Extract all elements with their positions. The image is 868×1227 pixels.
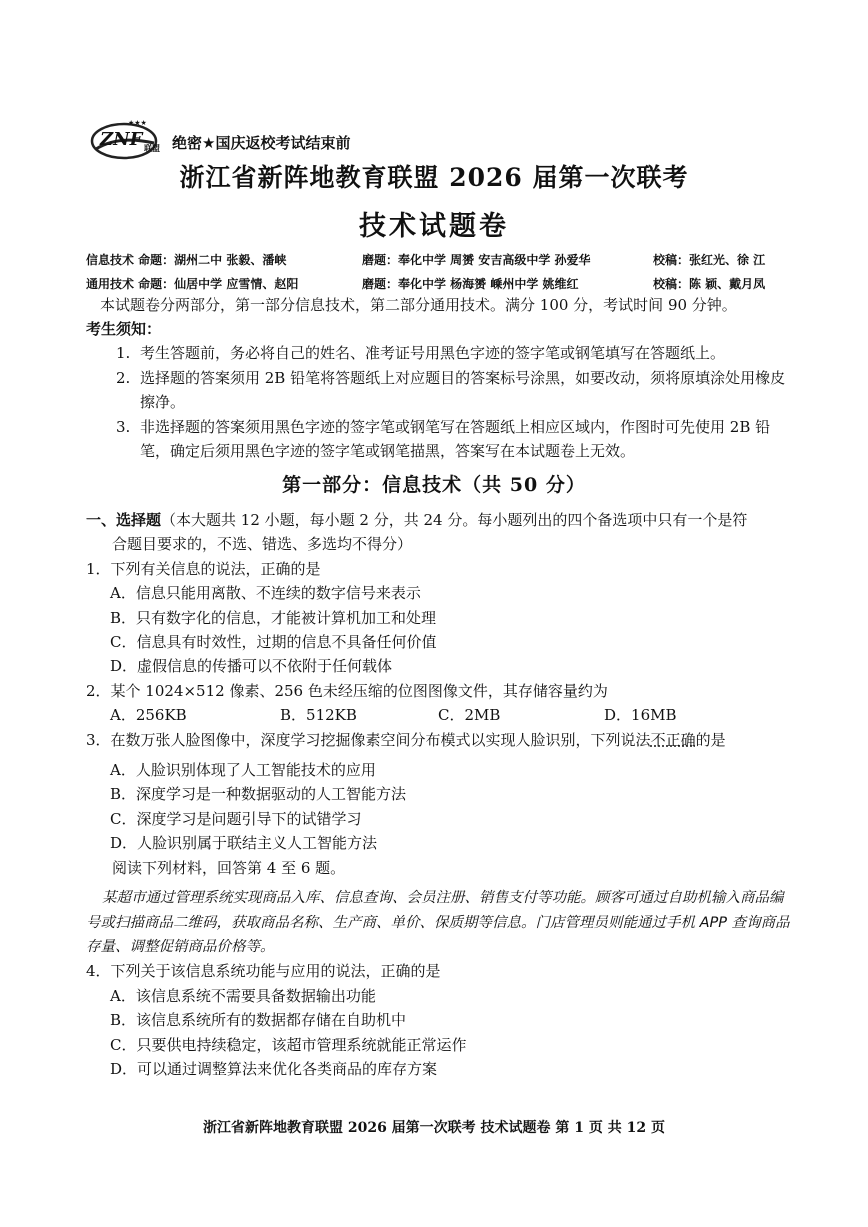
part-heading [86, 508, 798, 532]
svg-text:联盟: 联盟 [144, 144, 160, 153]
part-heading-text: （本大题共 12 小题，每小题 2 分，共 24 分。每小题列出的四个备选项中只有一个是符 [161, 511, 748, 529]
section-title: 第一部分：信息技术（共 50 分） [282, 474, 586, 496]
emphasis-text: 不正确 [650, 730, 696, 749]
author-credits [86, 248, 765, 296]
exam-intro: 本试题卷分两部分，第一部分信息技术，第二部分通用技术。满分 100 分，考试时间 90 分钟。 [100, 296, 737, 314]
question-stem: 1．下列有关信息的说法，正确的是 [86, 559, 321, 578]
part-heading-line2: 合题目要求的，不选、错选、多选均不得分） [112, 535, 413, 554]
question-option: B．512KB [280, 706, 357, 725]
credits-row-info-tech [86, 248, 765, 272]
confidential-note: 绝密★国庆返校考试结束前 [172, 133, 351, 152]
question-option: A．256KB [110, 706, 187, 725]
question-option: C．信息具有时效性，过期的信息不具备任何价值 [110, 633, 437, 652]
reading-prompt: 阅读下列材料，回答第 4 至 6 题。 [112, 858, 346, 877]
question-option: C．深度学习是问题引导下的试错学习 [110, 809, 362, 828]
notice-title: 考生须知： [86, 320, 162, 338]
notice-item: 3. 非选择题的答案须用黑色字迹的签字笔或钢笔写在答题纸上相应区域内，作图时可先使用 2B 铅笔，确定后须用黑色字迹的签字笔或钢笔描黑，答案写在本试题卷上无效。 [116, 417, 771, 460]
credits-authors: 信息技术 命题：湖州二中 张毅、潘峡 [86, 253, 287, 267]
credits-reviewers: 磨题：奉化中学 周赟 安吉高级中学 孙爱华 [362, 253, 591, 267]
question-option: D．可以通过调整算法来优化各类商品的库存方案 [110, 1059, 438, 1078]
reading-material: 某超市通过管理系统实现商品入库、信息查询、会员注册、销售支付等功能。顾客可通过自助机输入商品编号或扫描商品二维码，获取商品名称、生产商、单价、保质期等信息。门店管理员则能通过手机 APP 查询商品存量、调整促销商品价格等。 [86, 890, 790, 955]
svg-text:ZNF: ZNF [100, 129, 143, 150]
credits-proofreaders: 校稿：张红光、徐 江 [653, 253, 766, 267]
question-option: B．只有数字化的信息，才能被计算机加工和处理 [110, 608, 437, 627]
notice-list [116, 341, 796, 464]
question-option: D．人脸识别属于联结主义人工智能方法 [110, 834, 378, 853]
znf-logo-icon [88, 115, 168, 161]
question-option: C．只要供电持续稳定，该超市管理系统就能正常运作 [110, 1035, 467, 1054]
question-stem: 4．下列关于该信息系统功能与应用的说法，正确的是 [86, 962, 441, 981]
question-stem: 2．某个 1024×512 像素、256 色未经压缩的位图图像文件，其存储容量约为 [86, 681, 608, 700]
questions-area [86, 508, 798, 1081]
page-footer: 浙江省新阵地教育联盟 2026 届第一次联考 技术试题卷 第 1 页 共 12 页 [202, 1120, 666, 1136]
question-option: A．信息只能用离散、不连续的数字信号来表示 [110, 584, 421, 603]
question-option: B．该信息系统所有的数据都存储在自助机中 [110, 1011, 407, 1030]
question-stem: 3．在数万张人脸图像中，深度学习挖掘像素空间分布模式以实现人脸识别，下列说法不正确的是 [86, 730, 726, 749]
notice-item: 1. 考生答题前，务必将自己的姓名、准考证号用黑色字迹的签字笔或钢笔填写在答题纸上。 [116, 344, 726, 362]
credits-authors: 通用技术 命题：仙居中学 应雪情、赵阳 [86, 277, 299, 291]
credits-proofreaders: 校稿：陈 颖、戴月凤 [653, 277, 766, 291]
question-option: C．2MB [438, 706, 501, 725]
question-options-row [86, 703, 798, 727]
part-heading-label: 一、选择题 [86, 511, 162, 529]
header-logo-row [88, 112, 350, 164]
question-option: B．深度学习是一种数据驱动的人工智能方法 [110, 785, 407, 804]
credits-reviewers: 磨题：奉化中学 杨海赟 嵊州中学 姚维红 [362, 277, 579, 291]
question-option: D．16MB [604, 706, 677, 725]
exam-subtitle: 技术试题卷 [359, 211, 509, 242]
question-option: A．人脸识别体现了人工智能技术的应用 [110, 761, 376, 780]
svg-text:★★★: ★★★ [128, 119, 147, 127]
notice-item: 2. 选择题的答案须用 2B 铅笔将答题纸上对应题目的答案标号涂黑，如要改动，须将原填涂处用橡皮擦净。 [116, 368, 786, 411]
question-option: A．该信息系统不需要具备数据输出功能 [110, 986, 376, 1005]
exam-title: 浙江省新阵地教育联盟 2026 届第一次联考 [179, 163, 689, 192]
question-option: D．虚假信息的传播可以不依附于任何载体 [110, 657, 393, 676]
